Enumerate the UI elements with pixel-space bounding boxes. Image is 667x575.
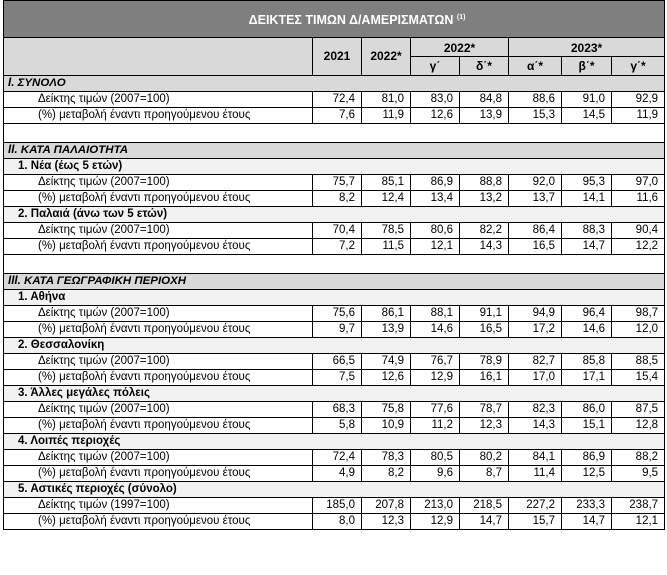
value-cell: 218,5 — [460, 498, 509, 514]
spacer-cell — [4, 124, 665, 143]
value-cell: 16,5 — [460, 322, 509, 338]
value-cell: 85,1 — [362, 175, 411, 191]
value-cell: 66,5 — [313, 354, 362, 370]
subsection-header-row — [4, 338, 665, 354]
table-row — [4, 239, 665, 255]
value-cell: 14,7 — [562, 239, 612, 255]
value-cell: 14,3 — [460, 239, 509, 255]
subsection-title: 2. Θεσσαλονίκη — [4, 338, 665, 354]
value-cell: 15,1 — [562, 418, 612, 434]
value-cell: 91,0 — [562, 92, 612, 108]
header-2022-q4: δ΄* — [460, 57, 509, 76]
value-cell: 9,6 — [411, 466, 460, 482]
value-cell: 11,9 — [612, 108, 665, 124]
value-cell: 14,1 — [562, 191, 612, 207]
value-cell: 17,2 — [509, 322, 562, 338]
value-cell: 72,4 — [313, 450, 362, 466]
table-row — [4, 92, 665, 108]
value-cell: 86,9 — [411, 175, 460, 191]
value-cell: 10,9 — [362, 418, 411, 434]
table-row — [4, 191, 665, 207]
value-cell: 11,9 — [362, 108, 411, 124]
value-cell: 84,8 — [460, 92, 509, 108]
value-cell: 17,1 — [562, 370, 612, 386]
row-label: (%) μεταβολή έναντι προηγούμενου έτους — [4, 466, 313, 482]
value-cell: 238,7 — [612, 498, 665, 514]
section-header-row — [4, 76, 665, 92]
value-cell: 80,5 — [411, 450, 460, 466]
subsection-header-row — [4, 434, 665, 450]
value-cell: 81,0 — [362, 92, 411, 108]
value-cell: 17,0 — [509, 370, 562, 386]
row-label: (%) μεταβολή έναντι προηγούμενου έτους — [4, 418, 313, 434]
value-cell: 11,6 — [612, 191, 665, 207]
table-title-text: ΔΕΙΚΤΕΣ ΤΙΜΩΝ Δ/ΑΜΕΡΙΣΜΑΤΩΝ — [248, 13, 454, 27]
value-cell: 87,5 — [612, 402, 665, 418]
row-label: (%) μεταβολή έναντι προηγούμενου έτους — [4, 191, 313, 207]
table-row — [4, 322, 665, 338]
value-cell: 14,3 — [509, 418, 562, 434]
value-cell: 12,3 — [362, 514, 411, 530]
value-cell: 80,2 — [460, 450, 509, 466]
value-cell: 4,9 — [313, 466, 362, 482]
value-cell: 15,3 — [509, 108, 562, 124]
table-row — [4, 306, 665, 322]
value-cell: 12,6 — [362, 370, 411, 386]
value-cell: 16,5 — [509, 239, 562, 255]
value-cell: 98,7 — [612, 306, 665, 322]
value-cell: 12,1 — [612, 514, 665, 530]
value-cell: 11,5 — [362, 239, 411, 255]
table-row — [4, 450, 665, 466]
row-label: (%) μεταβολή έναντι προηγούμενου έτους — [4, 514, 313, 530]
value-cell: 80,6 — [411, 223, 460, 239]
value-cell: 213,0 — [411, 498, 460, 514]
value-cell: 227,2 — [509, 498, 562, 514]
value-cell: 12,9 — [411, 370, 460, 386]
value-cell: 14,6 — [562, 322, 612, 338]
value-cell: 82,2 — [460, 223, 509, 239]
header-2022-q3: γ΄ — [411, 57, 460, 76]
value-cell: 86,4 — [509, 223, 562, 239]
value-cell: 8,7 — [460, 466, 509, 482]
value-cell: 7,6 — [313, 108, 362, 124]
subsection-title: 1. Νέα (έως 5 ετών) — [4, 159, 665, 175]
value-cell: 5,8 — [313, 418, 362, 434]
value-cell: 70,4 — [313, 223, 362, 239]
value-cell: 88,2 — [612, 450, 665, 466]
section-header-row — [4, 274, 665, 290]
row-label: Δείκτης τιμών (2007=100) — [4, 306, 313, 322]
value-cell: 13,9 — [460, 108, 509, 124]
value-cell: 88,3 — [562, 223, 612, 239]
value-cell: 12,9 — [411, 514, 460, 530]
table-body — [4, 76, 665, 530]
subsection-header-row — [4, 207, 665, 223]
header-2023-q3: γ΄* — [612, 57, 665, 76]
value-cell: 12,4 — [362, 191, 411, 207]
header-2023-q1: α΄* — [509, 57, 562, 76]
header-label-cell — [4, 38, 313, 76]
value-cell: 94,9 — [509, 306, 562, 322]
header-2023-q2: β΄* — [562, 57, 612, 76]
table-row — [4, 175, 665, 191]
price-index-table — [3, 0, 665, 530]
subsection-header-row — [4, 290, 665, 306]
value-cell: 12,0 — [612, 322, 665, 338]
value-cell: 77,6 — [411, 402, 460, 418]
price-index-table-container — [3, 0, 664, 530]
subsection-title: 1. Αθήνα — [4, 290, 665, 306]
header-group-2023: 2023* — [509, 38, 665, 57]
row-label: Δείκτης τιμών (2007=100) — [4, 92, 313, 108]
table-row — [4, 354, 665, 370]
table-row — [4, 466, 665, 482]
value-cell: 88,6 — [509, 92, 562, 108]
value-cell: 84,1 — [509, 450, 562, 466]
value-cell: 12,3 — [460, 418, 509, 434]
value-cell: 83,0 — [411, 92, 460, 108]
value-cell: 12,1 — [411, 239, 460, 255]
value-cell: 88,8 — [460, 175, 509, 191]
subsection-title: 5. Αστικές περιοχές (σύνολο) — [4, 482, 665, 498]
table-row — [4, 498, 665, 514]
section-spacer — [4, 124, 665, 143]
value-cell: 86,0 — [562, 402, 612, 418]
value-cell: 78,7 — [460, 402, 509, 418]
value-cell: 76,7 — [411, 354, 460, 370]
table-row — [4, 108, 665, 124]
value-cell: 12,2 — [612, 239, 665, 255]
header-2021: 2021 — [313, 38, 362, 76]
value-cell: 85,8 — [562, 354, 612, 370]
section-header-row — [4, 143, 665, 159]
value-cell: 14,5 — [562, 108, 612, 124]
row-label: (%) μεταβολή έναντι προηγούμενου έτους — [4, 370, 313, 386]
value-cell: 75,7 — [313, 175, 362, 191]
value-cell: 14,6 — [411, 322, 460, 338]
value-cell: 75,6 — [313, 306, 362, 322]
row-label: (%) μεταβολή έναντι προηγούμενου έτους — [4, 322, 313, 338]
value-cell: 207,8 — [362, 498, 411, 514]
value-cell: 86,1 — [362, 306, 411, 322]
value-cell: 11,2 — [411, 418, 460, 434]
value-cell: 86,9 — [562, 450, 612, 466]
value-cell: 72,4 — [313, 92, 362, 108]
table-row — [4, 223, 665, 239]
row-label: (%) μεταβολή έναντι προηγούμενου έτους — [4, 239, 313, 255]
section-title: II. ΚΑΤΑ ΠΑΛΑΙΟΤΗΤΑ — [4, 143, 665, 159]
value-cell: 9,7 — [313, 322, 362, 338]
value-cell: 8,2 — [362, 466, 411, 482]
subsection-title: 2. Παλαιά (άνω των 5 ετών) — [4, 207, 665, 223]
value-cell: 82,3 — [509, 402, 562, 418]
header-2022-annual: 2022* — [362, 38, 411, 76]
value-cell: 88,5 — [612, 354, 665, 370]
value-cell: 90,4 — [612, 223, 665, 239]
row-label: Δείκτης τιμών (2007=100) — [4, 175, 313, 191]
value-cell: 11,4 — [509, 466, 562, 482]
value-cell: 12,6 — [411, 108, 460, 124]
table-row — [4, 402, 665, 418]
value-cell: 78,9 — [460, 354, 509, 370]
spacer-cell — [4, 255, 665, 274]
value-cell: 78,5 — [362, 223, 411, 239]
row-label: Δείκτης τιμών (2007=100) — [4, 223, 313, 239]
value-cell: 16,1 — [460, 370, 509, 386]
value-cell: 9,5 — [612, 466, 665, 482]
subsection-header-row — [4, 482, 665, 498]
table-row — [4, 418, 665, 434]
value-cell: 13,9 — [362, 322, 411, 338]
value-cell: 95,3 — [562, 175, 612, 191]
value-cell: 7,5 — [313, 370, 362, 386]
value-cell: 13,4 — [411, 191, 460, 207]
value-cell: 14,7 — [562, 514, 612, 530]
section-title: I. ΣΥΝΟΛΟ — [4, 76, 665, 92]
table-row — [4, 370, 665, 386]
row-label: Δείκτης τιμών (2007=100) — [4, 450, 313, 466]
section-title: III. ΚΑΤΑ ΓΕΩΓΡΑΦΙΚΗ ΠΕΡΙΟΧΗ — [4, 274, 665, 290]
value-cell: 8,0 — [313, 514, 362, 530]
value-cell: 91,1 — [460, 306, 509, 322]
value-cell: 15,4 — [612, 370, 665, 386]
value-cell: 92,9 — [612, 92, 665, 108]
table-row — [4, 514, 665, 530]
value-cell: 78,3 — [362, 450, 411, 466]
row-label: Δείκτης τιμών (2007=100) — [4, 402, 313, 418]
header-group-2022: 2022* — [411, 38, 509, 57]
value-cell: 68,3 — [313, 402, 362, 418]
value-cell: 92,0 — [509, 175, 562, 191]
subsection-title: 3. Άλλες μεγάλες πόλεις — [4, 386, 665, 402]
subsection-header-row — [4, 386, 665, 402]
value-cell: 97,0 — [612, 175, 665, 191]
table-title — [4, 1, 665, 38]
value-cell: 74,9 — [362, 354, 411, 370]
subsection-header-row — [4, 159, 665, 175]
value-cell: 13,2 — [460, 191, 509, 207]
value-cell: 8,2 — [313, 191, 362, 207]
value-cell: 88,1 — [411, 306, 460, 322]
table-title-footnote: (1) — [456, 14, 466, 21]
value-cell: 15,7 — [509, 514, 562, 530]
value-cell: 13,7 — [509, 191, 562, 207]
value-cell: 233,3 — [562, 498, 612, 514]
row-label: (%) μεταβολή έναντι προηγούμενου έτους — [4, 108, 313, 124]
row-label: Δείκτης τιμών (1997=100) — [4, 498, 313, 514]
value-cell: 82,7 — [509, 354, 562, 370]
value-cell: 75,8 — [362, 402, 411, 418]
value-cell: 14,7 — [460, 514, 509, 530]
value-cell: 96,4 — [562, 306, 612, 322]
section-spacer — [4, 255, 665, 274]
value-cell: 12,8 — [612, 418, 665, 434]
value-cell: 7,2 — [313, 239, 362, 255]
row-label: Δείκτης τιμών (2007=100) — [4, 354, 313, 370]
value-cell: 185,0 — [313, 498, 362, 514]
value-cell: 12,5 — [562, 466, 612, 482]
subsection-title: 4. Λοιπές περιοχές — [4, 434, 665, 450]
